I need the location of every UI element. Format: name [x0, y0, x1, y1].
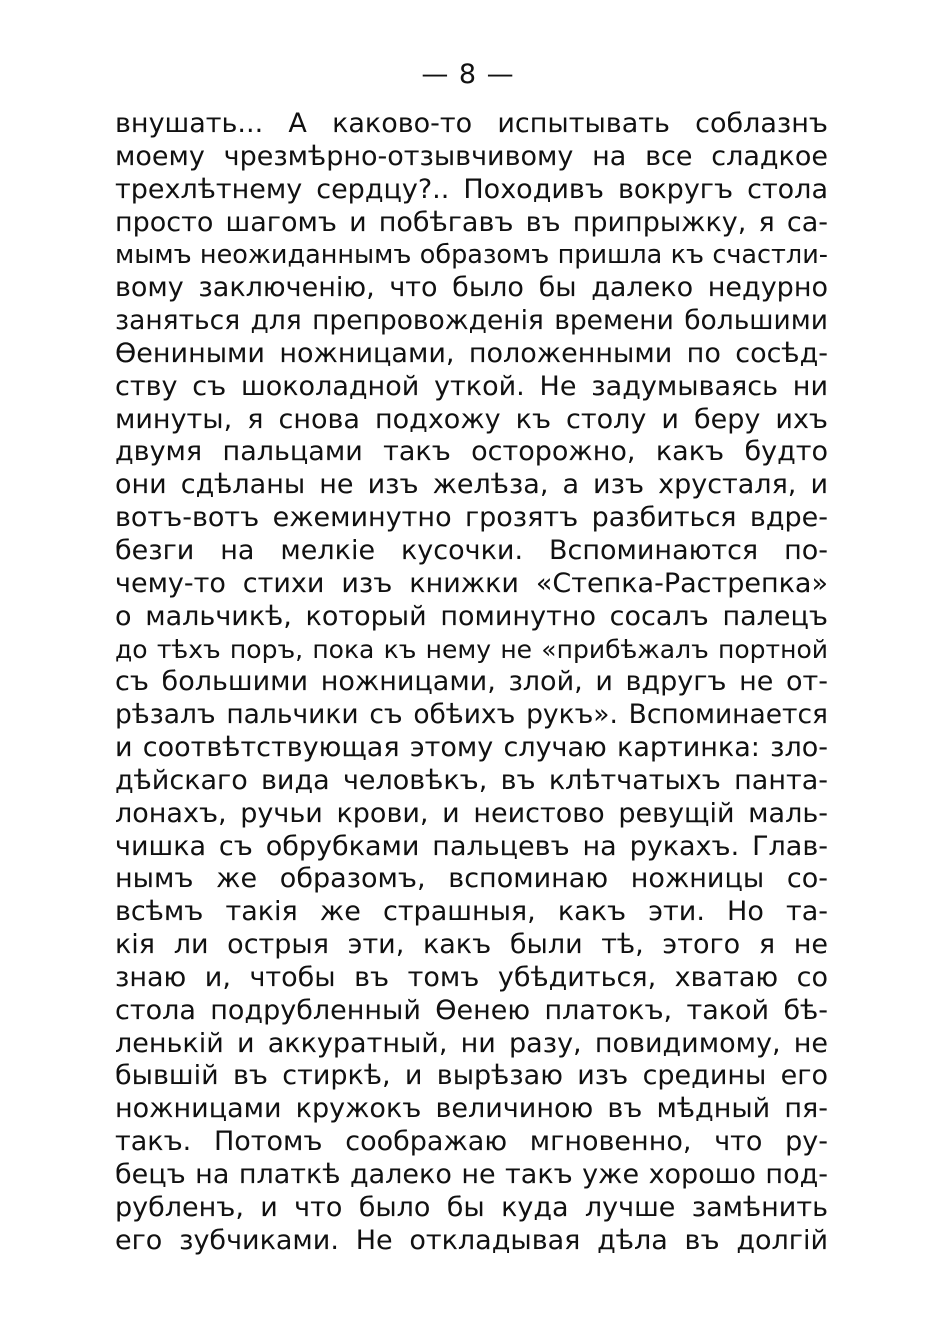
- text-line: стола подрубленный Ѳенею платокъ, такой бѣ-: [115, 994, 828, 1026]
- text-line: рѣзалъ пальчики съ обѣихъ рукъ». Вспоминается: [115, 699, 828, 731]
- text-line: знаю и, чтобы въ томъ убѣдиться, хватаю со: [115, 961, 828, 993]
- body-text: [115, 108, 828, 1258]
- text-line: дѣйскаго вида человѣкъ, въ клѣтчатыхъ панта-: [115, 764, 828, 796]
- text-line: лонахъ, ручьи крови, и неистово ревущій маль-: [115, 797, 828, 829]
- text-line: такъ. Потомъ соображаю мгновенно, что ру-: [115, 1126, 828, 1158]
- text-line: они сдѣланы не изъ желѣза, а изъ хрусталя, и: [115, 469, 828, 501]
- text-line: внушать... А каково-то испытывать соблазнъ: [115, 108, 828, 139]
- text-line: вотъ-вотъ ежеминутно грозятъ разбиться вдре-: [115, 502, 828, 534]
- text-line: бывшій въ стиркѣ, и вырѣзаю изъ средины его: [115, 1060, 828, 1092]
- text-line: мымъ неожиданнымъ образомъ пришла къ счастли-: [115, 240, 828, 271]
- text-line: просто шагомъ и побѣгавъ въ припрыжку, я са-: [115, 206, 828, 238]
- text-line: ножницами кружокъ величиною въ мѣдный пя-: [115, 1093, 828, 1125]
- text-line: чишка съ обрубками пальцевъ на рукахъ. Глав-: [115, 830, 828, 862]
- text-line: нымъ же образомъ, вспоминаю ножницы со-: [115, 863, 828, 895]
- text-line: бецъ на платкѣ далеко не такъ уже хорошо под-: [115, 1159, 828, 1190]
- text-line: моему чрезмѣрно-отзывчивому на все сладкое: [115, 140, 828, 172]
- text-line: до тѣхъ поръ, пока къ нему не «прибѣжалъ портной: [115, 634, 828, 664]
- text-line: всѣмъ такія же страшныя, какъ эти. Но та-: [115, 896, 828, 928]
- text-line: ленькій и аккуратный, ни разу, повидимому, не: [115, 1027, 828, 1059]
- text-line: чему-то стихи изъ книжки «Степка-Растрепка»: [115, 567, 828, 599]
- text-line: о мальчикѣ, который поминутно сосалъ палецъ: [115, 600, 828, 632]
- page-number: — 8 —: [421, 59, 515, 90]
- text-line: вому заключенію, что было бы далеко недурно: [115, 272, 828, 304]
- text-line: трехлѣтнему сердцу?.. Походивъ вокругъ стола: [115, 173, 828, 205]
- text-line: минуты, я снова подхожу къ столу и беру ихъ: [115, 403, 828, 435]
- text-line: и соотвѣтствующая этому случаю картинка: зло-: [115, 732, 828, 764]
- text-line: безги на мелкіе кусочки. Вспоминаются по-: [115, 534, 828, 566]
- text-line: двумя пальцами такъ осторожно, какъ будто: [115, 436, 828, 468]
- text-line: Ѳениными ножницами, положенными по сосѣд-: [115, 337, 828, 369]
- text-line: заняться для препровожденія времени большими: [115, 305, 828, 337]
- text-line: его зубчиками. Не откладывая дѣла въ долгій: [115, 1224, 828, 1256]
- text-line: съ большими ножницами, злой, и вдругъ не от-: [115, 666, 828, 698]
- text-line: ству съ шоколадной уткой. Не задумываясь ни: [115, 370, 828, 402]
- text-line: рубленъ, и что было бы куда лучше замѣнить: [115, 1191, 828, 1223]
- text-line: кія ли острыя эти, какъ были тѣ, этого я не: [115, 929, 828, 961]
